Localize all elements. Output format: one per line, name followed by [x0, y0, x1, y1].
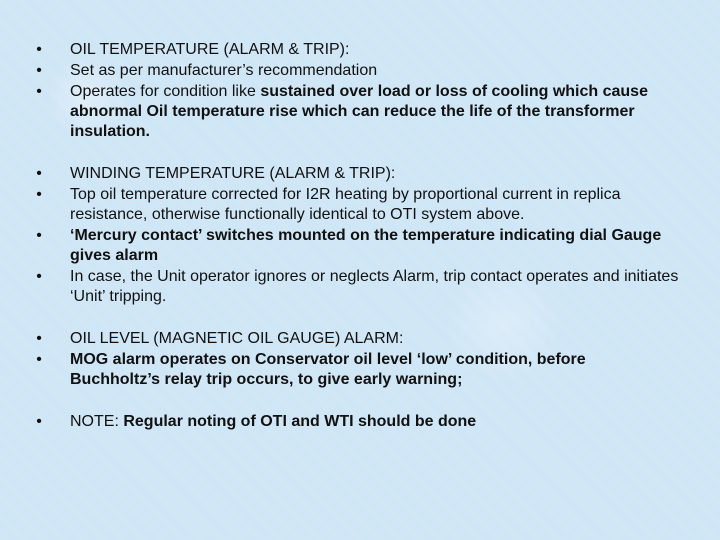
item-text: ‘Mercury contact’ switches mounted on the temperature indicating dial Gauge gives alarm — [70, 227, 662, 264]
item-text — [70, 83, 648, 140]
section-oil-level — [32, 329, 680, 390]
bullet-icon: • — [36, 351, 42, 368]
item-text-emphasis: sustained over load or loss of cooling which cause abnormal Oil temperature rise which can reduce the life of the transformer insulation. — [70, 83, 648, 140]
bullet-icon: • — [36, 413, 42, 430]
item-text — [70, 413, 476, 430]
list-item — [32, 82, 680, 142]
section-winding-temperature — [32, 164, 680, 307]
item-text: Set as per manufacturer’s recommendation — [70, 62, 378, 79]
section-oil-temperature — [32, 40, 680, 142]
list-item — [32, 164, 680, 184]
item-text: WINDING TEMPERATURE (ALARM & TRIP): — [70, 165, 396, 182]
list-item — [32, 226, 680, 266]
list-item — [32, 40, 680, 60]
list-item — [32, 350, 680, 390]
bullet-icon: • — [36, 330, 42, 347]
item-text-lead: NOTE: — [70, 413, 124, 430]
item-text-emphasis: Regular noting of OTI and WTI should be done — [123, 413, 477, 430]
bullet-icon: • — [36, 186, 42, 203]
item-text: OIL TEMPERATURE (ALARM & TRIP): — [70, 41, 350, 58]
list-item — [32, 412, 680, 432]
bullet-icon: • — [36, 62, 42, 79]
item-text-lead: Operates for condition like — [70, 83, 261, 100]
bullet-icon: • — [36, 268, 42, 285]
item-text: MOG alarm operates on Conservator oil level ‘low’ condition, before Buchholtz’s relay trip occurs, to give early warning; — [70, 351, 586, 388]
bullet-icon: • — [36, 165, 42, 182]
bullet-icon: • — [36, 83, 42, 100]
bullet-icon: • — [36, 227, 42, 244]
list-item — [32, 185, 680, 225]
item-text: OIL LEVEL (MAGNETIC OIL GAUGE) ALARM: — [70, 330, 404, 347]
list-item — [32, 267, 680, 307]
bullet-icon: • — [36, 41, 42, 58]
section-note — [32, 412, 680, 432]
list-item — [32, 329, 680, 349]
item-text: In case, the Unit operator ignores or neglects Alarm, trip contact operates and initiates ‘Unit’ tripping. — [70, 268, 679, 305]
list-item — [32, 61, 680, 81]
item-text: Top oil temperature corrected for I2R heating by proportional current in replica resistance, otherwise functionally identical to OTI system above. — [70, 186, 621, 223]
